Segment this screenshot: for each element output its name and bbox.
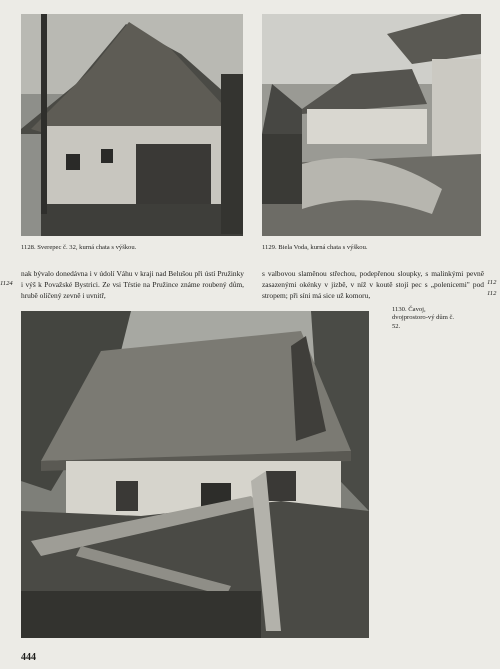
photo-1128-thatched-cottage [21,14,243,236]
body-text-right-column: s valbovou slaměnou střechou, podepřenou sloupky, s malinkými pevně zasazenými okénky v jizbě, v níž v koutě stojí pec s „polenicemi" pod stropem; při síni má sice už komoru, [262,269,484,300]
photo-1129-village-houses [262,14,481,236]
caption-1128: 1128. Sverepec č. 32, kurná chata s výškou. [21,244,137,251]
margin-reference-right-bottom: 112 [487,290,497,297]
caption-1129: 1129. Biela Voda, kurná chata s výškou. [262,244,368,251]
caption-1130: 1130. Čavoj, dvojprostoro-vý dům č. 52. [392,306,455,330]
margin-reference-right-top: 112 [487,279,497,286]
photo-1130-shingle-roof-house [21,311,369,638]
margin-reference-left: 1124 [0,280,13,287]
body-text-left-column: nak bývalo donedávna i v údolí Váhu v kraji nad Belušou při ústí Pružinky i výš k Považské Bystrici. Ze vsi Tŕstie na Pružince známe roubený dům, hrubě olíčený zevně i uvnitř, [21,269,244,300]
page-number: 444 [21,652,36,663]
